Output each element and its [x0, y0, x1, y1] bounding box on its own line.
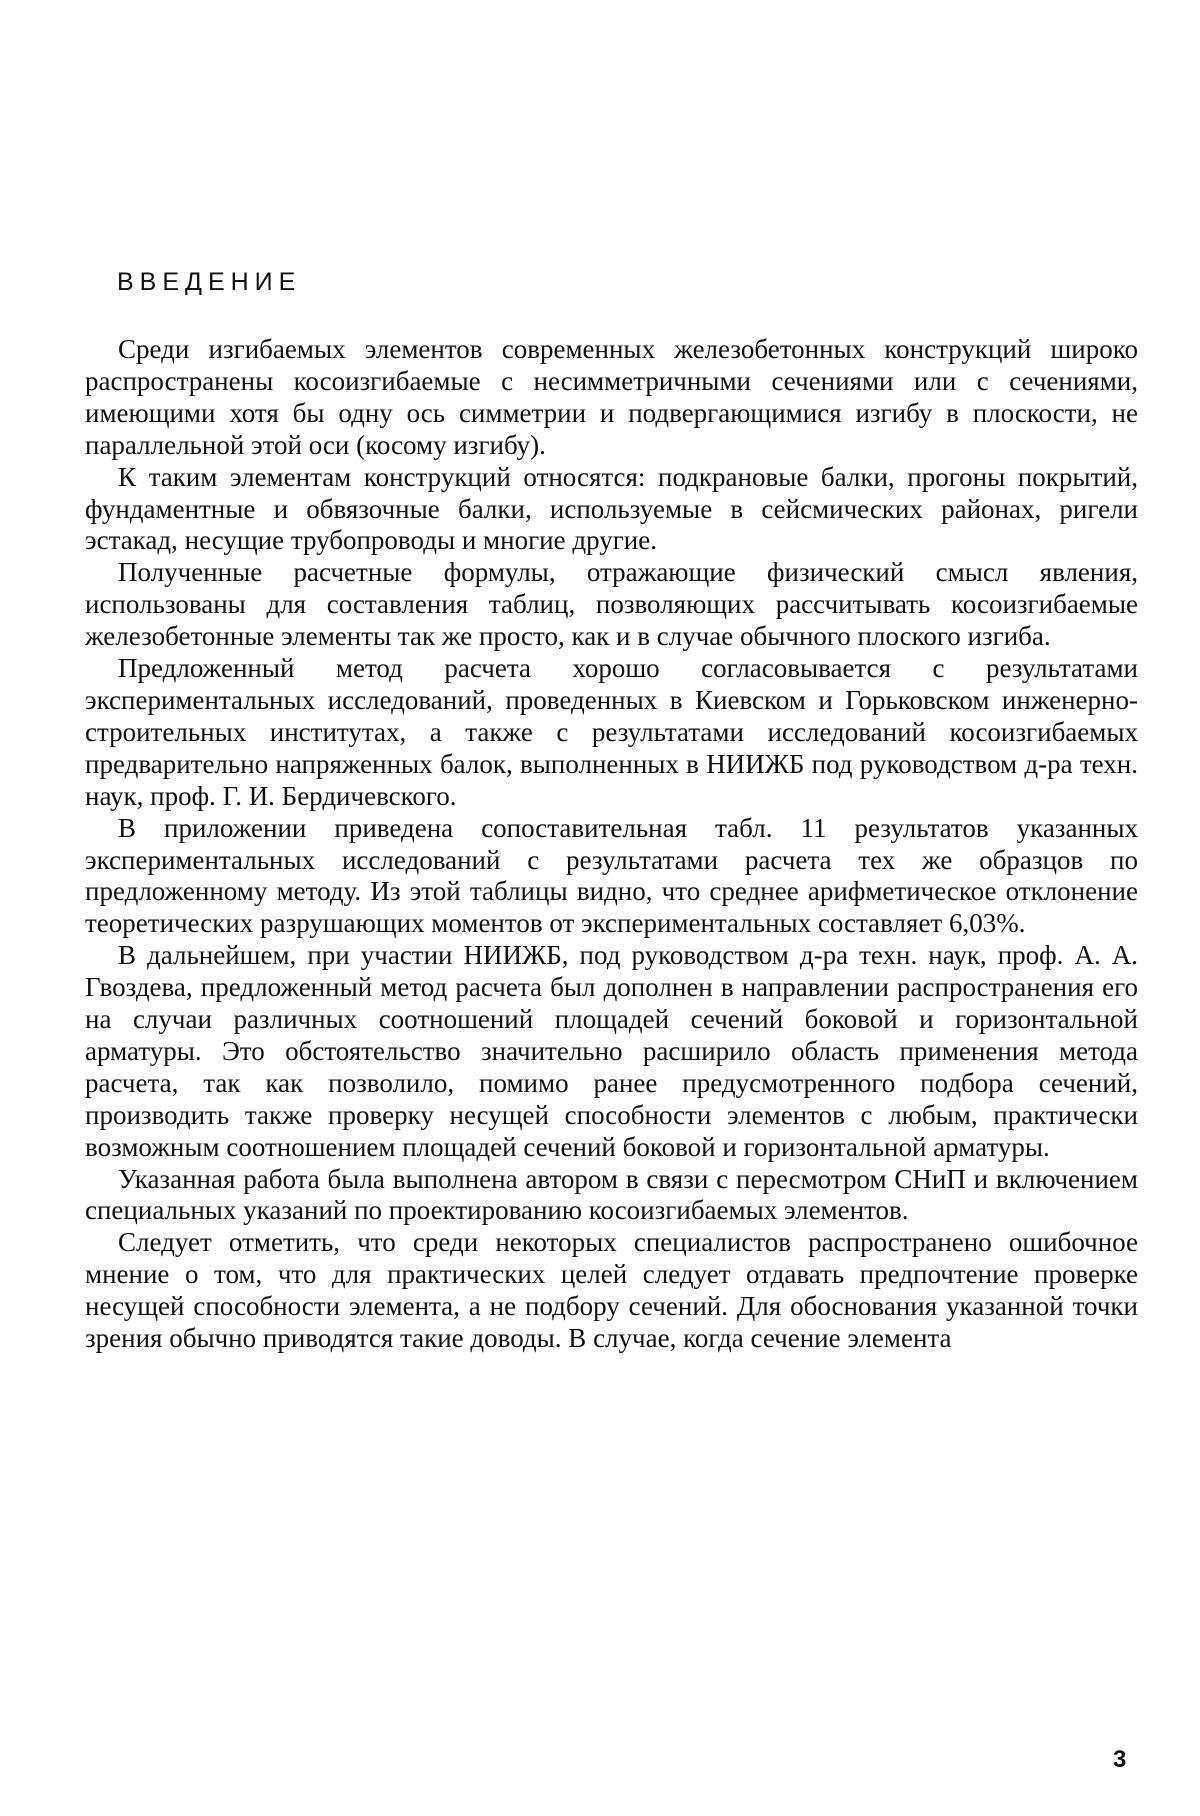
paragraph-2: К таким элементам конструкций относятся: подкрановые балки, прогоны покрытий, фундаментные и обвязочные балки, используемые в сейсмических районах, ригели эстакад, несущие трубопроводы и многие другие.	[85, 461, 1138, 556]
paragraph-3: Полученные расчетные формулы, отражающие физический смысл явления, использованы для составления таблиц, позволяющих рассчитывать косоизгибаемые железобетонные элементы так же просто, как и в случае обычного плоского изгиба.	[85, 557, 1138, 652]
paragraph-6: В дальнейшем, при участии НИИЖБ, под руководством д-ра техн. наук, проф. А. А. Гвоздева, предложенный метод расчета был дополнен в направлении распространения его на случаи различных соотношений площадей сечений боковой и горизонтальной арматуры. Это обстоятельство значительно расширило область применения метода расчета, так как позволило, помимо ранее предусмотренного подбора сечений, производить также проверку несущей способности элементов с любым, практически возможным соотношением площадей сечений боковой и горизонтальной арматуры.	[85, 940, 1138, 1162]
paragraph-7: Указанная работа была выполнена автором в связи с пересмотром СНиП и включением специальных указаний по проектированию косоизгибаемых элементов.	[85, 1163, 1138, 1226]
section-heading: ВВЕДЕНИЕ	[117, 268, 302, 296]
body-text	[85, 334, 1138, 1355]
paragraph-5: В приложении приведена сопоставительная табл. 11 результатов указанных экспериментальных исследований с результатами расчета тех же образцов по предложенному методу. Из этой таблицы видно, что среднее арифметическое отклонение теоретических разрушающих моментов от экспериментальных составляет 6,03%.	[85, 812, 1138, 939]
paragraph-1: Среди изгибаемых элементов современных железобетонных конструкций широко распространены косоизгибаемые с несимметричными сечениями или с сечениями, имеющими хотя бы одну ось симметрии и подвергающимися изгибу в плоскости, не параллельной этой оси (косому изгибу).	[85, 334, 1138, 460]
paragraph-4: Предложенный метод расчета хорошо согласовывается с результатами экспериментальных исследований, проведенных в Киевском и Горьковском инженерно-строительных институтах, а также с результатами исследований косоизгибаемых предварительно напряженных балок, выполненных в НИИЖБ под руководством д-ра техн. наук, проф. Г. И. Бердичевского.	[85, 653, 1138, 811]
page-number: 3	[1113, 1746, 1127, 1773]
paragraph-8: Следует отметить, что среди некоторых специалистов распространено ошибочное мнение о том, что для практических целей следует отдавать предпочтение проверке несущей способности элемента, а не подбору сечений. Для обоснования указанной точки зрения обычно приводятся такие доводы. В случае, когда сечение элемента	[85, 1227, 1138, 1354]
